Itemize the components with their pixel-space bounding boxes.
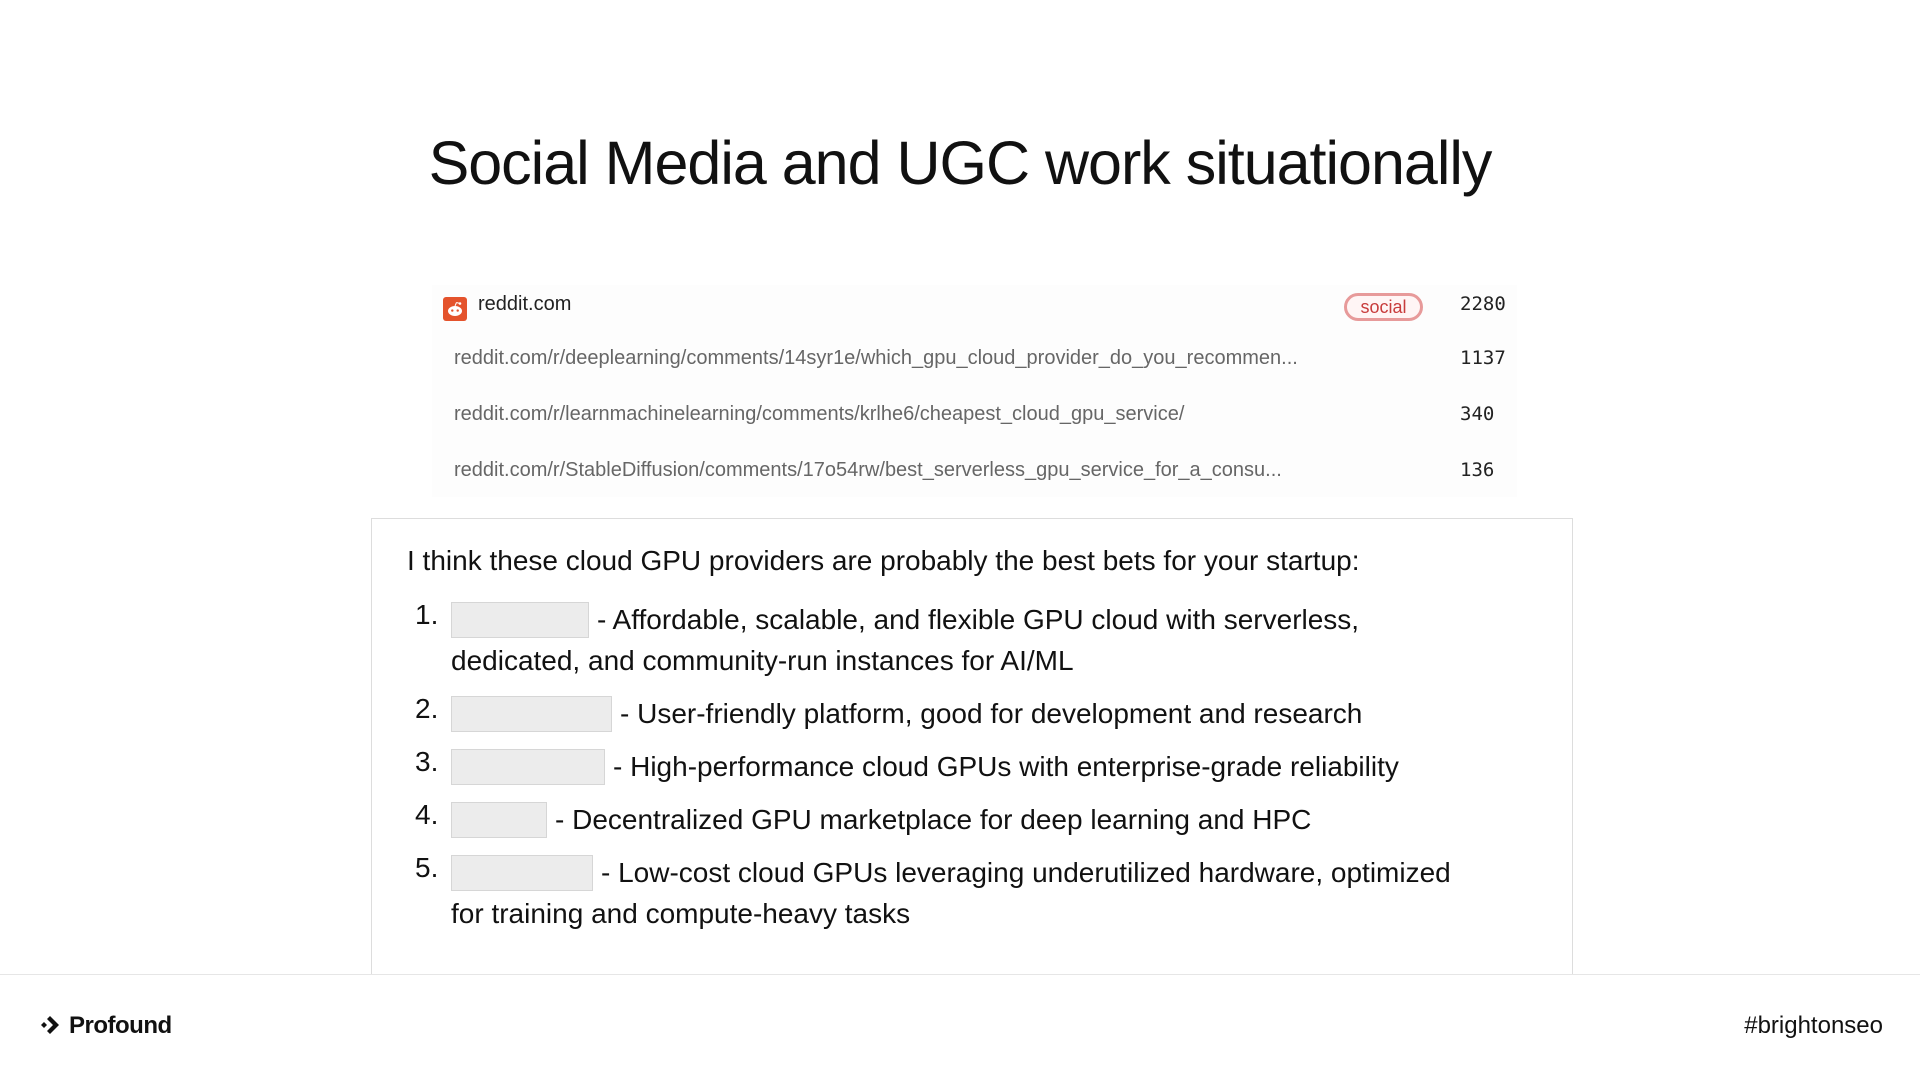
item-text-continued: for training and compute-heavy tasks: [451, 898, 911, 929]
item-number: 5.: [415, 852, 439, 883]
slide-title: Social Media and UGC work situationally: [428, 129, 1492, 197]
reddit-icon: [443, 297, 467, 321]
item-number: 1.: [415, 599, 439, 630]
url-link[interactable]: reddit.com/r/deeplearning/comments/14syr1e/which_gpu_cloud_provider_do_you_recommen...: [454, 347, 1298, 369]
footer-divider: [0, 974, 1920, 975]
item-text: - Affordable, scalable, and flexible GPU cloud with serverless,: [597, 604, 1360, 635]
item-number: 3.: [415, 746, 439, 777]
domain-count: 2280: [1460, 293, 1506, 315]
domain-name[interactable]: reddit.com: [478, 293, 572, 315]
answer-intro: I think these cloud GPU providers are probably the best bets for your startup:: [407, 545, 1360, 576]
redacted-provider-name: [451, 602, 589, 638]
item-text: - User-friendly platform, good for development and research: [620, 698, 1363, 729]
url-count: 136: [1460, 459, 1495, 481]
item-text: - High-performance cloud GPUs with enterprise-grade reliability: [613, 751, 1399, 782]
event-hashtag: #brightonseo: [1744, 1012, 1883, 1039]
item-number: 4.: [415, 799, 439, 830]
profound-logo-icon: [40, 1015, 60, 1035]
url-link[interactable]: reddit.com/r/learnmachinelearning/comments/krlhe6/cheapest_cloud_gpu_service/: [454, 403, 1185, 425]
url-count: 1137: [1460, 347, 1506, 369]
answer-card: [371, 518, 1573, 974]
redacted-provider-name: [451, 696, 612, 732]
item-text: - Low-cost cloud GPUs leveraging underutilized hardware, optimized: [601, 857, 1451, 888]
url-row[interactable]: [432, 335, 1517, 375]
url-row[interactable]: [432, 447, 1517, 487]
social-tag-badge: social: [1344, 293, 1423, 321]
redacted-provider-name: [451, 855, 593, 891]
item-text: - Decentralized GPU marketplace for deep learning and HPC: [555, 804, 1312, 835]
redacted-provider-name: [451, 802, 547, 838]
logo-text: Profound: [69, 1012, 172, 1039]
domain-row[interactable]: [432, 285, 1517, 335]
redacted-provider-name: [451, 749, 605, 785]
url-row[interactable]: [432, 391, 1517, 431]
domain-table: [432, 285, 1517, 497]
url-count: 340: [1460, 403, 1495, 425]
item-text-continued: dedicated, and community-run instances for AI/ML: [451, 645, 1074, 676]
url-link[interactable]: reddit.com/r/StableDiffusion/comments/17o54rw/best_serverless_gpu_service_for_a_consu...: [454, 459, 1282, 481]
item-number: 2.: [415, 693, 439, 724]
